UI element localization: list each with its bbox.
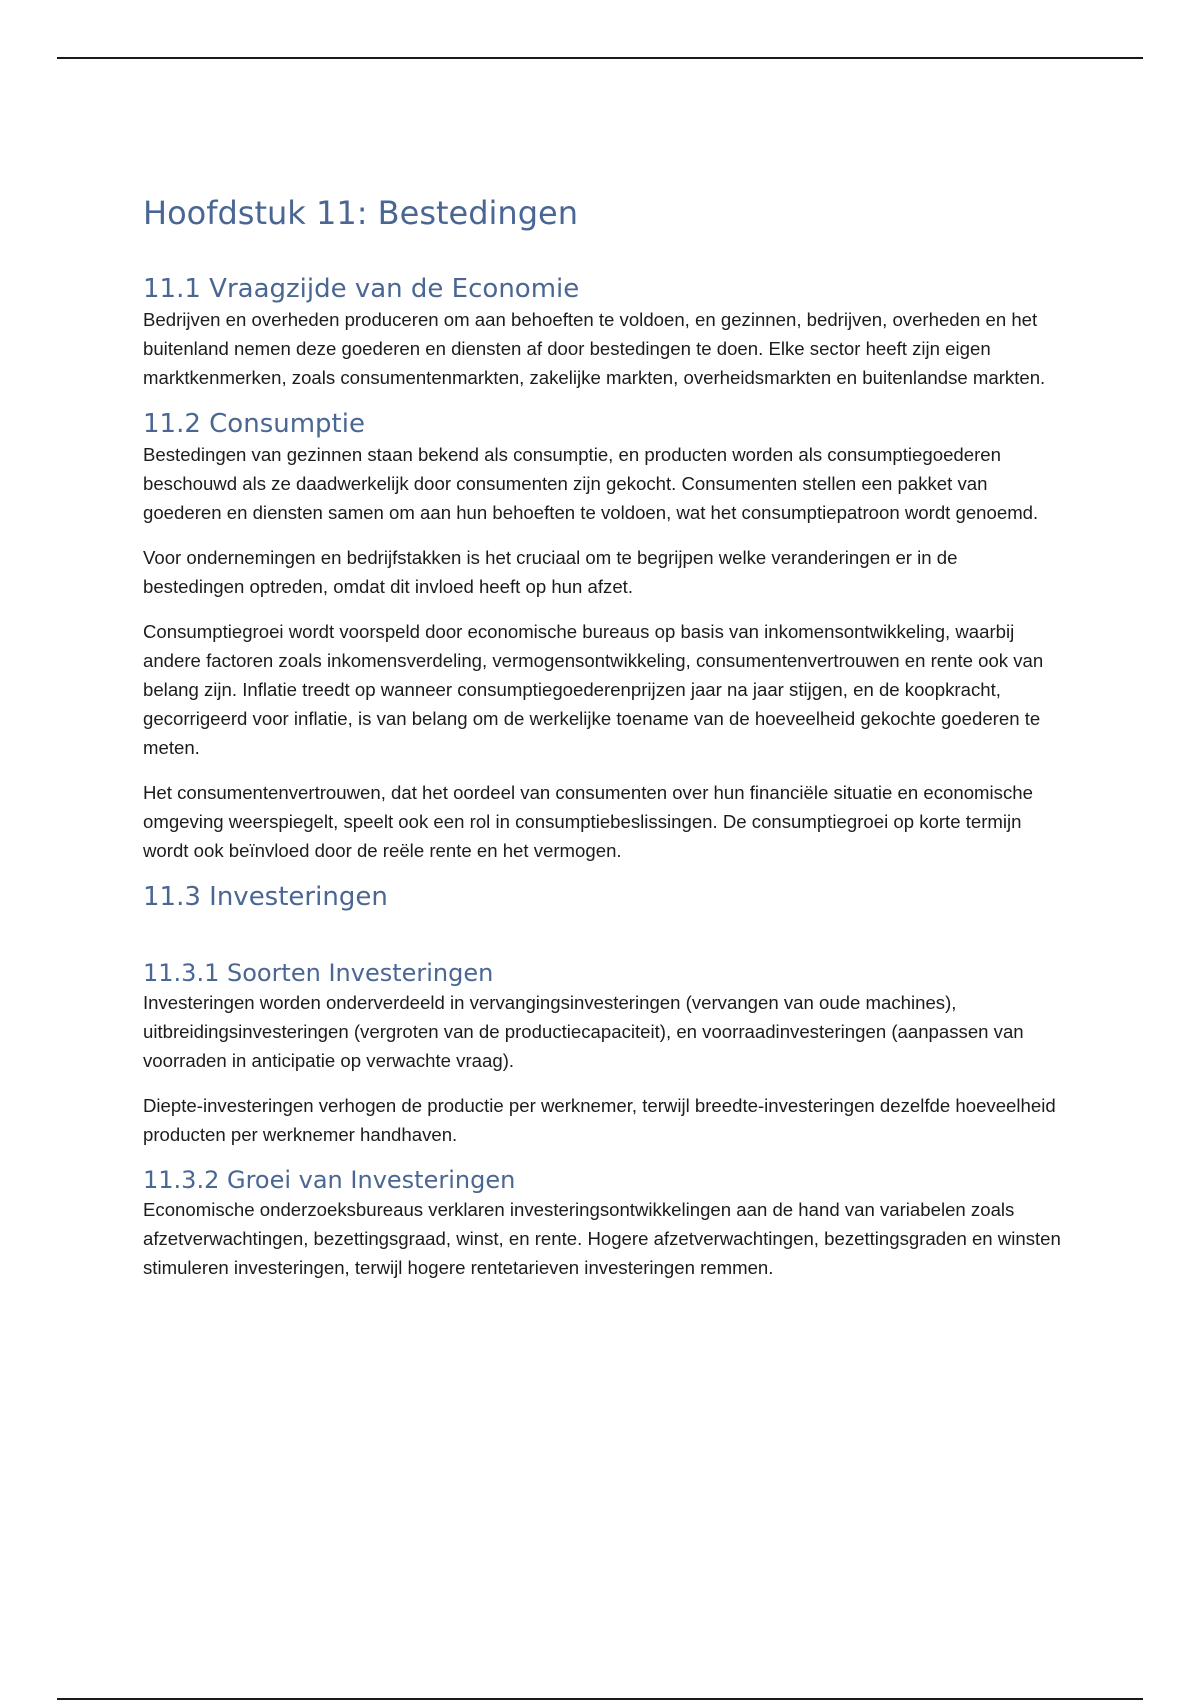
subsection-heading-11-3-2: 11.3.2 Groei van Investeringen	[143, 1166, 516, 1194]
section-heading-11-3: 11.3 Investeringen	[143, 882, 388, 912]
paragraph: Diepte-investeringen verhogen de productie per werknemer, terwijl breedte-investeringen dezelfde hoeveelheid producten per werknemer handhaven.	[143, 1095, 1056, 1145]
paragraph: Economische onderzoeksbureaus verklaren investeringsontwikkelingen aan de hand van variabelen zoals afzetverwachtingen, bezettingsgraad, winst, en rente. Hogere afzetverwachtingen, bezettingsgraden en winsten stimuleren investeringen, terwijl hogere rentetarieven investeringen remmen.	[143, 1199, 1061, 1278]
paragraph: Bestedingen van gezinnen staan bekend als consumptie, en producten worden als consumptiegoederen beschouwd als ze daadwerkelijk door consumenten zijn gekocht. Consumenten stellen een pakket van goederen en diensten samen om aan hun behoeften te voldoen, wat het consumptiepatroon wordt genoemd.	[143, 444, 1039, 523]
paragraph: Bedrijven en overheden produceren om aan behoeften te voldoen, en gezinnen, bedrijven, overheden en het buitenland nemen deze goederen en diensten af door bestedingen te doen. Elke sector heeft zijn eigen marktkenmerken, zoals consumentenmarkten, zakelijke markten, overheidsmarkten en buitenlandse markten.	[143, 309, 1046, 388]
paragraph: Consumptiegroei wordt voorspeld door economische bureaus op basis van inkomensontwikkeling, waarbij andere factoren zoals inkomensverdeling, vermogensontwikkeling, consumentenvertrouwen en rente ook van belang zijn. Inflatie treedt op wanneer consumptiegoederenprijzen jaar na jaar stijgen, en de koopkracht, gecorrigeerd voor inflatie, is van belang om de werkelijke toename van de hoeveelheid gekochte goederen te meten.	[143, 621, 1044, 758]
subsection-heading-11-3-1: 11.3.1 Soorten Investeringen	[143, 959, 494, 987]
paragraph: Investeringen worden onderverdeeld in vervangingsinvesteringen (vervangen van oude machines), uitbreidingsinvesteringen (vergroten van de productiecapaciteit), en voorraadinvesteringen (aanpassen van voorraden in anticipatie op verwachte vraag).	[143, 992, 1024, 1071]
document-body	[143, 193, 1063, 1298]
paragraph: Het consumentenvertrouwen, dat het oordeel van consumenten over hun financiële situatie en economische omgeving weerspiegelt, speelt ook een rol in consumptiebeslissingen. De consumptiegroei op korte termijn wordt ook beïnvloed door de reële rente en het vermogen.	[143, 782, 1033, 861]
paragraph: Voor ondernemingen en bedrijfstakken is het cruciaal om te begrijpen welke veranderingen er in de bestedingen optreden, omdat dit invloed heeft op hun afzet.	[143, 547, 958, 597]
section-heading-11-2: 11.2 Consumptie	[143, 409, 365, 439]
section-heading-11-1: 11.1 Vraagzijde van de Economie	[143, 274, 580, 304]
page-title: Hoofdstuk 11: Bestedingen	[143, 194, 578, 232]
header-rule	[57, 57, 1143, 59]
